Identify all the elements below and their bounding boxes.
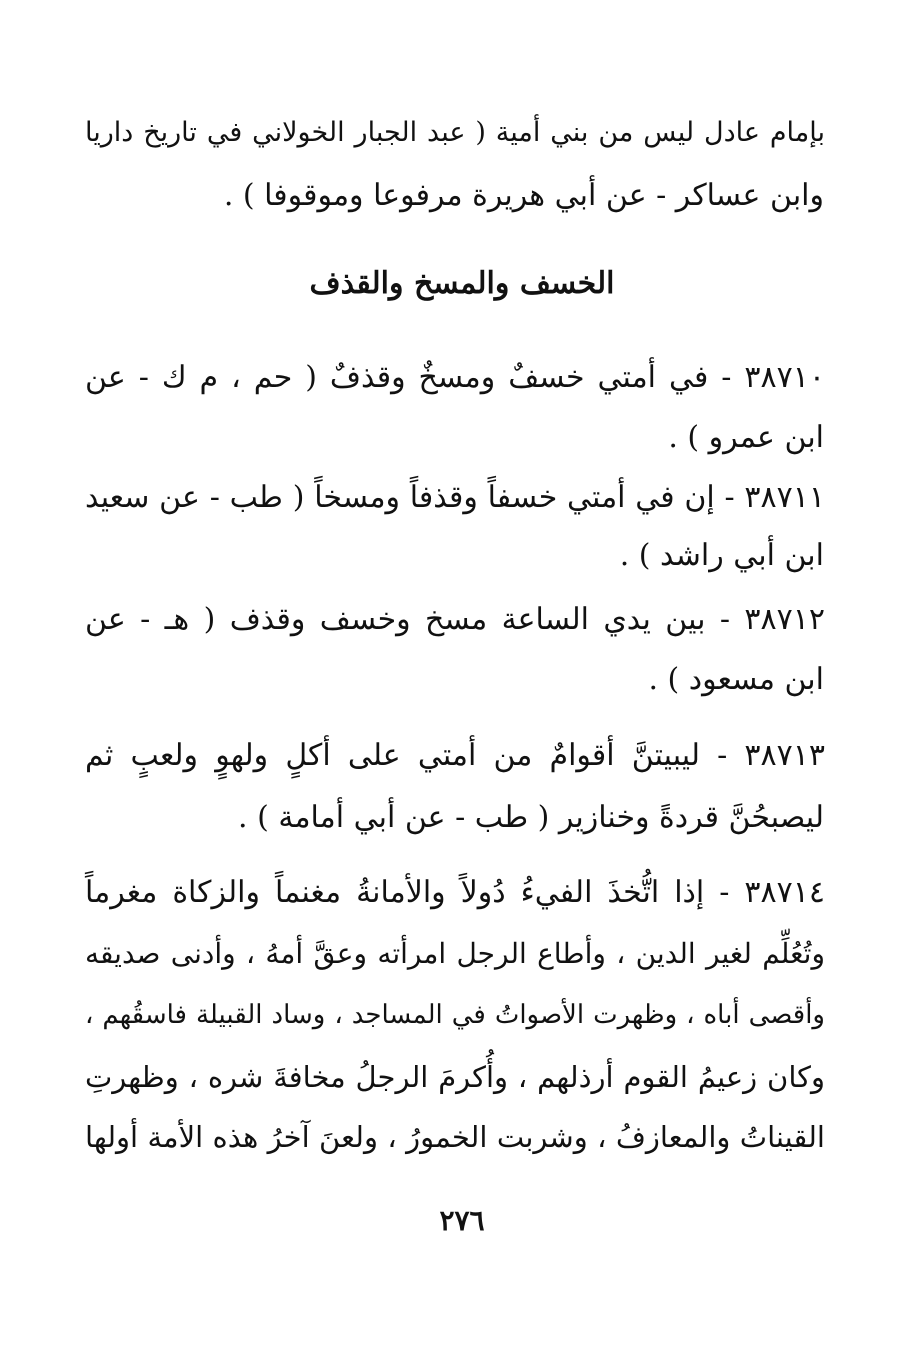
entry-38714-line-1: ٣٨٧١٤ - إذا اتُّخذَ الفيءُ دُولاً والأمانةُ مغنماً والزكاة مغرماً: [85, 875, 825, 910]
intro-line-2: وابن عساكر - عن أبي هريرة مرفوعا وموقوفا ) .: [223, 178, 824, 213]
entry-38711-line-1: ٣٨٧١١ - إن في أمتي خسفاً وقذفاً ومسخاً ( طب - عن سعيد: [85, 480, 825, 515]
entry-38711-line-2: ابن أبي راشد ) .: [619, 538, 824, 573]
intro-line-1: بإمام عادل ليس من بني أمية ( عبد الجبار الخولاني في تاريخ داريا: [85, 117, 825, 148]
entry-38713-line-2: ليصبحُنَّ قردةً وخنازير ( طب - عن أبي أمامة ) .: [238, 800, 824, 835]
entry-38714-line-4: وكان زعيمُ القوم أرذلهم ، وأُكرمَ الرجلُ مخافةَ شره ، وظهرتِ: [85, 1060, 825, 1094]
entry-38710-line-2: ابن عمرو ) .: [668, 420, 824, 455]
entry-38714-line-3: وأقصى أباه ، وظهرت الأصواتُ في المساجد ، وساد القبيلة فاسقُهم ،: [85, 1000, 825, 1030]
section-title: الخسف والمسخ والقذف: [309, 266, 615, 301]
entry-38712-line-1: ٣٨٧١٢ - بين يدي الساعة مسخ وخسف وقذف ( هـ - عن: [85, 602, 825, 637]
entry-38710-line-1: ٣٨٧١٠ - في أمتي خسفٌ ومسخٌ وقذفٌ ( حم ، م ك - عن: [85, 360, 825, 395]
entry-38714-line-5: القيناتُ والمعازفُ ، وشربت الخمورُ ، ولعنَ آخرُ هذه الأمة أولها: [85, 1120, 825, 1154]
entry-38713-line-1: ٣٨٧١٣ - ليبيتنَّ أقوامٌ من أمتي على أكلٍ ولهوٍ ولعبٍ ثم: [85, 738, 825, 773]
entry-38712-line-2: ابن مسعود ) .: [648, 662, 824, 697]
entry-38714-line-2: وتُعُلِّم لغير الدين ، وأطاع الرجل امرأته وعقَّ أمهُ ، وأدنى صديقه: [85, 937, 825, 970]
page-number: ٢٧٦: [439, 1204, 485, 1237]
